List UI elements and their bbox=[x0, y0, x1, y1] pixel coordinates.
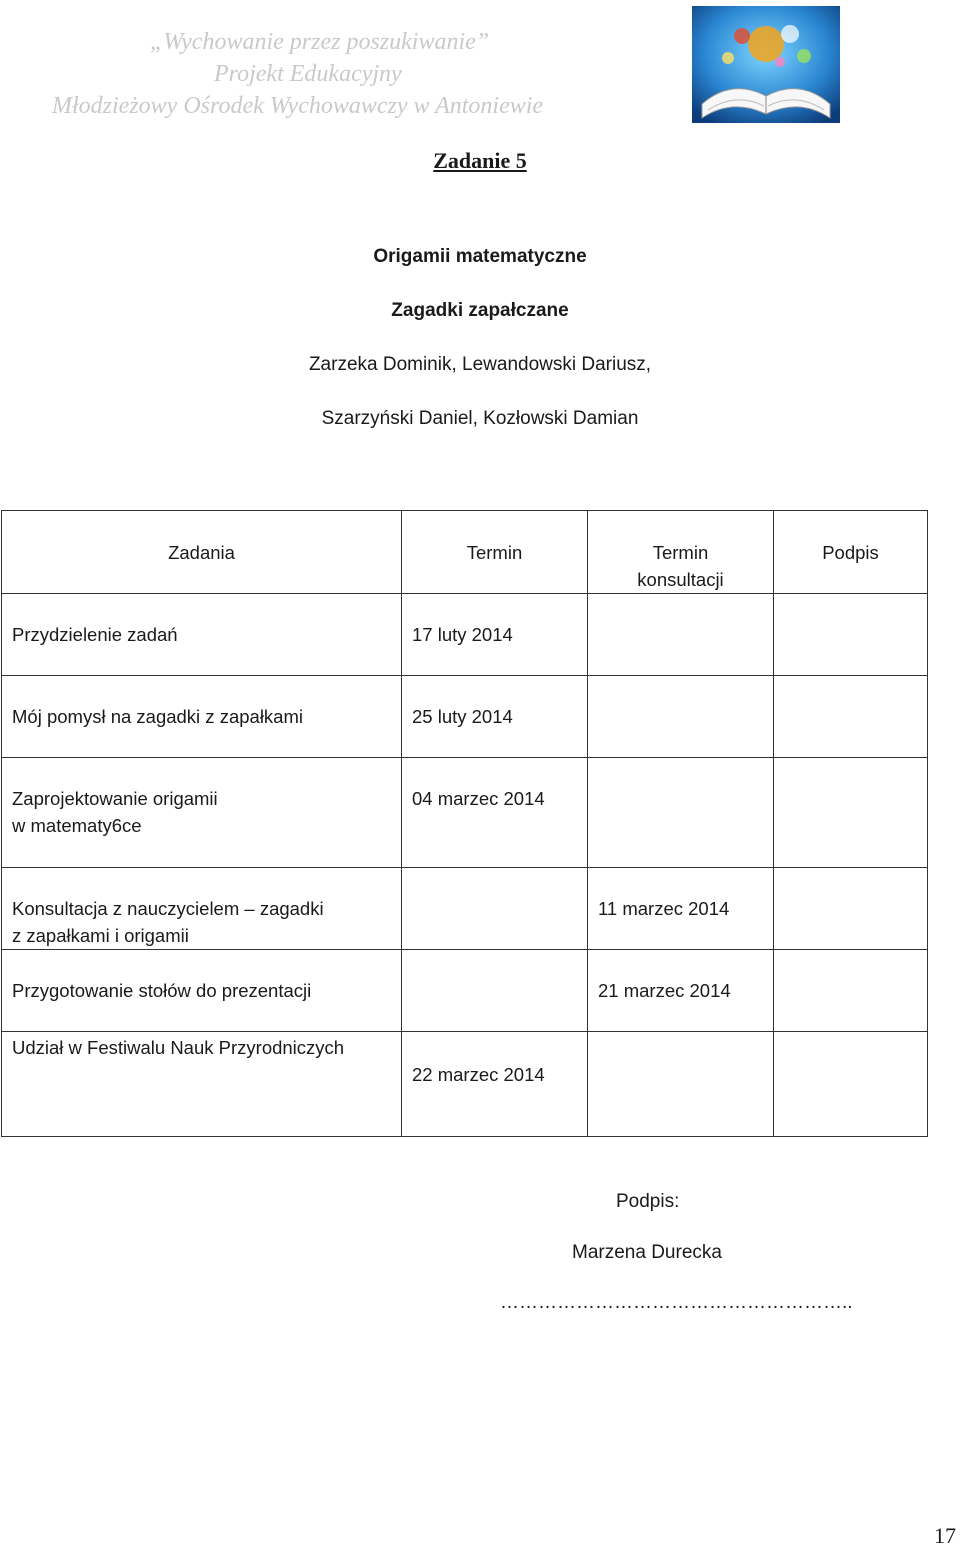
row-task: Przydzielenie zadań bbox=[2, 594, 402, 676]
project-header bbox=[52, 26, 652, 122]
row-task: Mój pomysł na zagadki z zapałkami bbox=[2, 676, 402, 758]
signature-name: Marzena Durecka bbox=[572, 1242, 722, 1263]
row-deadline: 25 luty 2014 bbox=[402, 676, 588, 758]
authors-line-1: Zarzeka Dominik, Lewandowski Dariusz, bbox=[308, 354, 652, 375]
table-header-row bbox=[2, 511, 928, 594]
row-task-text: Zaprojektowanie origamii w matematy6ce bbox=[12, 788, 218, 836]
row-consultation: 11 marzec 2014 bbox=[588, 868, 774, 950]
table-row bbox=[2, 1032, 928, 1137]
row-deadline: 22 marzec 2014 bbox=[402, 1032, 588, 1137]
authors-line-2: Szarzyński Daniel, Kozłowski Damian bbox=[321, 408, 639, 429]
row-task: Przygotowanie stołów do prezentacji bbox=[2, 950, 402, 1032]
row-consultation bbox=[588, 758, 774, 868]
signature-line: ……………………………………………….. bbox=[500, 1292, 853, 1313]
row-consultation bbox=[588, 594, 774, 676]
header-deadline: Termin bbox=[402, 511, 588, 594]
header-signature: Podpis bbox=[774, 511, 928, 594]
table-row bbox=[2, 950, 928, 1032]
task-title: Zadanie 5 bbox=[433, 148, 527, 173]
row-task bbox=[2, 758, 402, 868]
row-signature bbox=[774, 758, 928, 868]
row-task bbox=[2, 868, 402, 950]
schedule-table bbox=[1, 510, 928, 1137]
row-deadline: 17 luty 2014 bbox=[402, 594, 588, 676]
topic-matchsticks: Zagadki zapałczane bbox=[391, 300, 569, 321]
header-consultation-date bbox=[588, 511, 774, 594]
row-task: Udział w Festiwalu Nauk Przyrodniczych bbox=[2, 1032, 402, 1137]
open-book-illustration-icon bbox=[692, 6, 840, 123]
header-consultation-label: Termin konsultacji bbox=[637, 542, 724, 590]
institution-name: Młodzieżowy Ośrodek Wychowawczy w Antoniewie bbox=[52, 93, 544, 119]
row-signature bbox=[774, 594, 928, 676]
row-signature bbox=[774, 1032, 928, 1137]
page-number: 17 bbox=[934, 1523, 956, 1548]
row-signature bbox=[774, 676, 928, 758]
table-row bbox=[2, 594, 928, 676]
row-deadline bbox=[402, 950, 588, 1032]
signature-label: Podpis: bbox=[616, 1191, 680, 1212]
row-deadline bbox=[402, 868, 588, 950]
row-consultation: 21 marzec 2014 bbox=[588, 950, 774, 1032]
header-tasks: Zadania bbox=[2, 511, 402, 594]
project-motto: „Wychowanie przez poszukiwanie” bbox=[150, 29, 490, 55]
table-row bbox=[2, 676, 928, 758]
table-row bbox=[2, 758, 928, 868]
row-signature bbox=[774, 950, 928, 1032]
row-consultation bbox=[588, 1032, 774, 1137]
table-row bbox=[2, 868, 928, 950]
row-task-text: Konsultacja z nauczycielem – zagadki z zapałkami i origamii bbox=[12, 898, 324, 946]
row-deadline: 04 marzec 2014 bbox=[402, 758, 588, 868]
project-type: Projekt Edukacyjny bbox=[214, 61, 402, 87]
row-signature bbox=[774, 868, 928, 950]
row-consultation bbox=[588, 676, 774, 758]
topic-origami: Origamii matematyczne bbox=[373, 246, 587, 267]
